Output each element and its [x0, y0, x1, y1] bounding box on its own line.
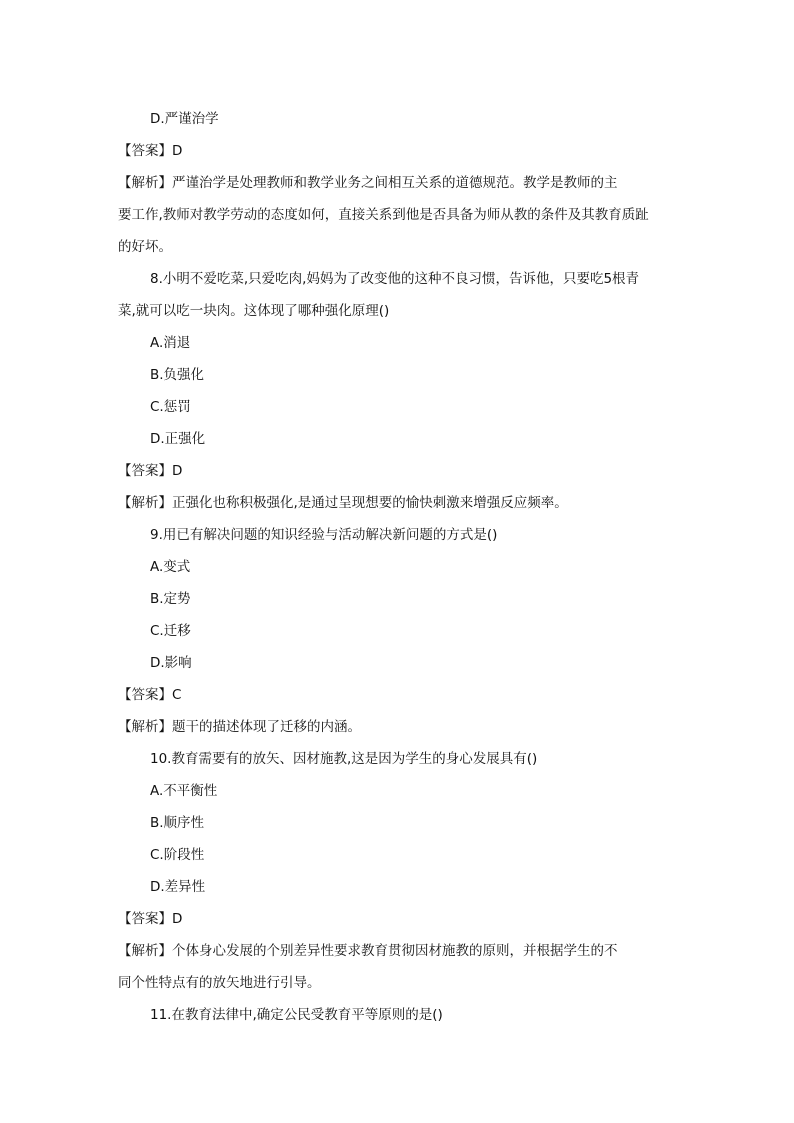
- option-a-q9: A.变式: [150, 559, 191, 575]
- answer-q10: 【答案】D: [118, 911, 183, 927]
- option-a-q10: A.不平衡性: [150, 783, 218, 799]
- question-11: 11.在教育法律中,确定公民受教育平等原则的是(): [150, 1007, 443, 1023]
- option-b-q10: B.顺序性: [150, 815, 205, 831]
- option-d-q10: D.差异性: [150, 879, 206, 895]
- explanation-q7-line2: 要工作,教师对教学劳动的态度如何，直接关系到他是否具备为师从教的条件及其教育质趾: [118, 207, 649, 223]
- answer-q8: 【答案】D: [118, 463, 183, 479]
- option-d-q9: D.影响: [150, 655, 192, 671]
- explanation-q8: 【解析】正强化也称积极强化,是通过呈现想要的愉快刺激来增强反应频率。: [118, 495, 568, 511]
- option-c-q10: C.阶段性: [150, 847, 205, 863]
- option-c-q8: C.惩罚: [150, 399, 191, 415]
- option-b-q8: B.负强化: [150, 367, 205, 383]
- question-9: 9.用已有解决问题的知识经验与活动解决新问题的方式是(): [150, 527, 498, 543]
- option-b-q9: B.定势: [150, 591, 191, 607]
- question-10: 10.教育需要有的放矢、因材施教,这是因为学生的身心发展具有(): [150, 751, 538, 767]
- explanation-q7-line3: 的好坏。: [118, 239, 172, 255]
- question-8-line1: 8.小明不爱吃菜,只爱吃肉,妈妈为了改变他的这种不良习惯，告诉他，只要吃5根青: [150, 271, 640, 287]
- option-d-q8: D.正强化: [150, 431, 206, 447]
- answer-q7: 【答案】D: [118, 143, 183, 159]
- explanation-q7-line1: 【解析】严谨治学是处理教师和教学业务之间相互关系的道德规范。教学是教师的主: [118, 175, 618, 191]
- explanation-q10-line1: 【解析】个体身心发展的个别差异性要求教育贯彻因材施教的原则，并根据学生的不: [118, 943, 618, 959]
- question-8-line2: 菜,就可以吃一块肉。这体现了哪种强化原理(): [118, 303, 390, 319]
- option-c-q9: C.迁移: [150, 623, 191, 639]
- explanation-q10-line2: 同个性特点有的放矢地进行引导。: [118, 975, 321, 991]
- option-d-q7: D.严谨治学: [150, 111, 219, 127]
- answer-q9: 【答案】C: [118, 687, 182, 703]
- option-a-q8: A.消退: [150, 335, 191, 351]
- explanation-q9: 【解析】题干的描述体现了迁移的内涵。: [118, 719, 361, 735]
